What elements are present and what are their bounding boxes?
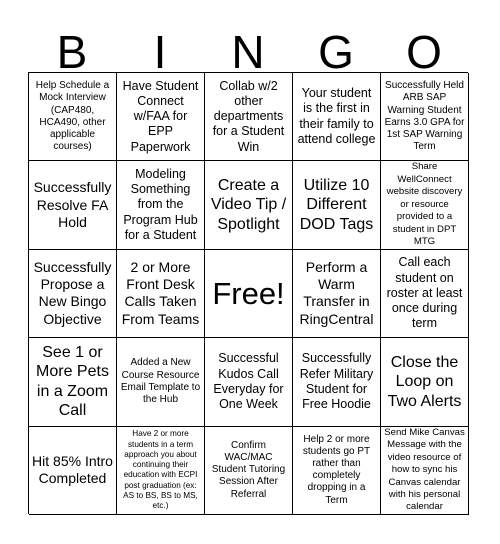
bingo-cell[interactable]: Hit 85% Intro Completed [29, 427, 117, 515]
bingo-cell[interactable]: Successfully Held ARB SAP Warning Student Earns 3.0 GPA for 1st SAP Warning Term [381, 73, 469, 161]
header-letter-g: G [318, 26, 354, 78]
bingo-cell[interactable]: Successfully Propose a New Bingo Objective [29, 250, 117, 338]
bingo-cell[interactable]: Confirm WAC/MAC Student Tutoring Session After Referral [205, 427, 293, 515]
bingo-cell[interactable]: Create a Video Tip / Spotlight [205, 161, 293, 249]
bingo-cell[interactable]: Share WellConnect website discovery or resource provided to a student in DPT MTG [381, 161, 469, 249]
bingo-cell[interactable]: 2 or More Front Desk Calls Taken From Teams [117, 250, 205, 338]
bingo-cell[interactable]: See 1 or More Pets in a Zoom Call [29, 338, 117, 426]
free-space-cell[interactable]: Free! [205, 250, 293, 338]
header-letter-n: N [231, 26, 265, 78]
header-letter-o: O [406, 26, 442, 78]
bingo-board [28, 72, 468, 514]
bingo-cell[interactable]: Have 2 or more students in a term approach you about continuing their education with ECPI post graduation (ex: AS to BS, BS to MS, etc.) [117, 427, 205, 515]
bingo-cell[interactable]: Your student is the first in their family to attend college [293, 73, 381, 161]
bingo-cell[interactable]: Successfully Resolve FA Hold [29, 161, 117, 249]
header-letter-i: I [153, 26, 167, 78]
bingo-cell[interactable]: Help 2 or more students go PT rather than completely dropping in a Term [293, 427, 381, 515]
bingo-cell[interactable]: Collab w/2 other departments for a Student Win [205, 73, 293, 161]
bingo-cell[interactable]: Successful Kudos Call Everyday for One Week [205, 338, 293, 426]
header-letter-b: B [56, 26, 88, 78]
bingo-cell[interactable]: Close the Loop on Two Alerts [381, 338, 469, 426]
bingo-header [28, 26, 468, 78]
bingo-cell[interactable]: Modeling Something from the Program Hub for a Student [117, 161, 205, 249]
bingo-cell[interactable]: Have Student Connect w/FAA for EPP Paperwork [117, 73, 205, 161]
bingo-cell[interactable]: Help Schedule a Mock Interview (CAP480, HCA490, other applicable courses) [29, 73, 117, 161]
bingo-cell[interactable]: Send Mike Canvas Message with the video resource of how to sync his Canvas calendar with his personal calendar [381, 427, 469, 515]
bingo-cell[interactable]: Perform a Warm Transfer in RingCentral [293, 250, 381, 338]
bingo-cell[interactable]: Added a New Course Resource Email Template to the Hub [117, 338, 205, 426]
bingo-cell[interactable]: Call each student on roster at least once during term [381, 250, 469, 338]
bingo-cell[interactable]: Successfully Refer Military Student for Free Hoodie [293, 338, 381, 426]
bingo-cell[interactable]: Utilize 10 Different DOD Tags [293, 161, 381, 249]
